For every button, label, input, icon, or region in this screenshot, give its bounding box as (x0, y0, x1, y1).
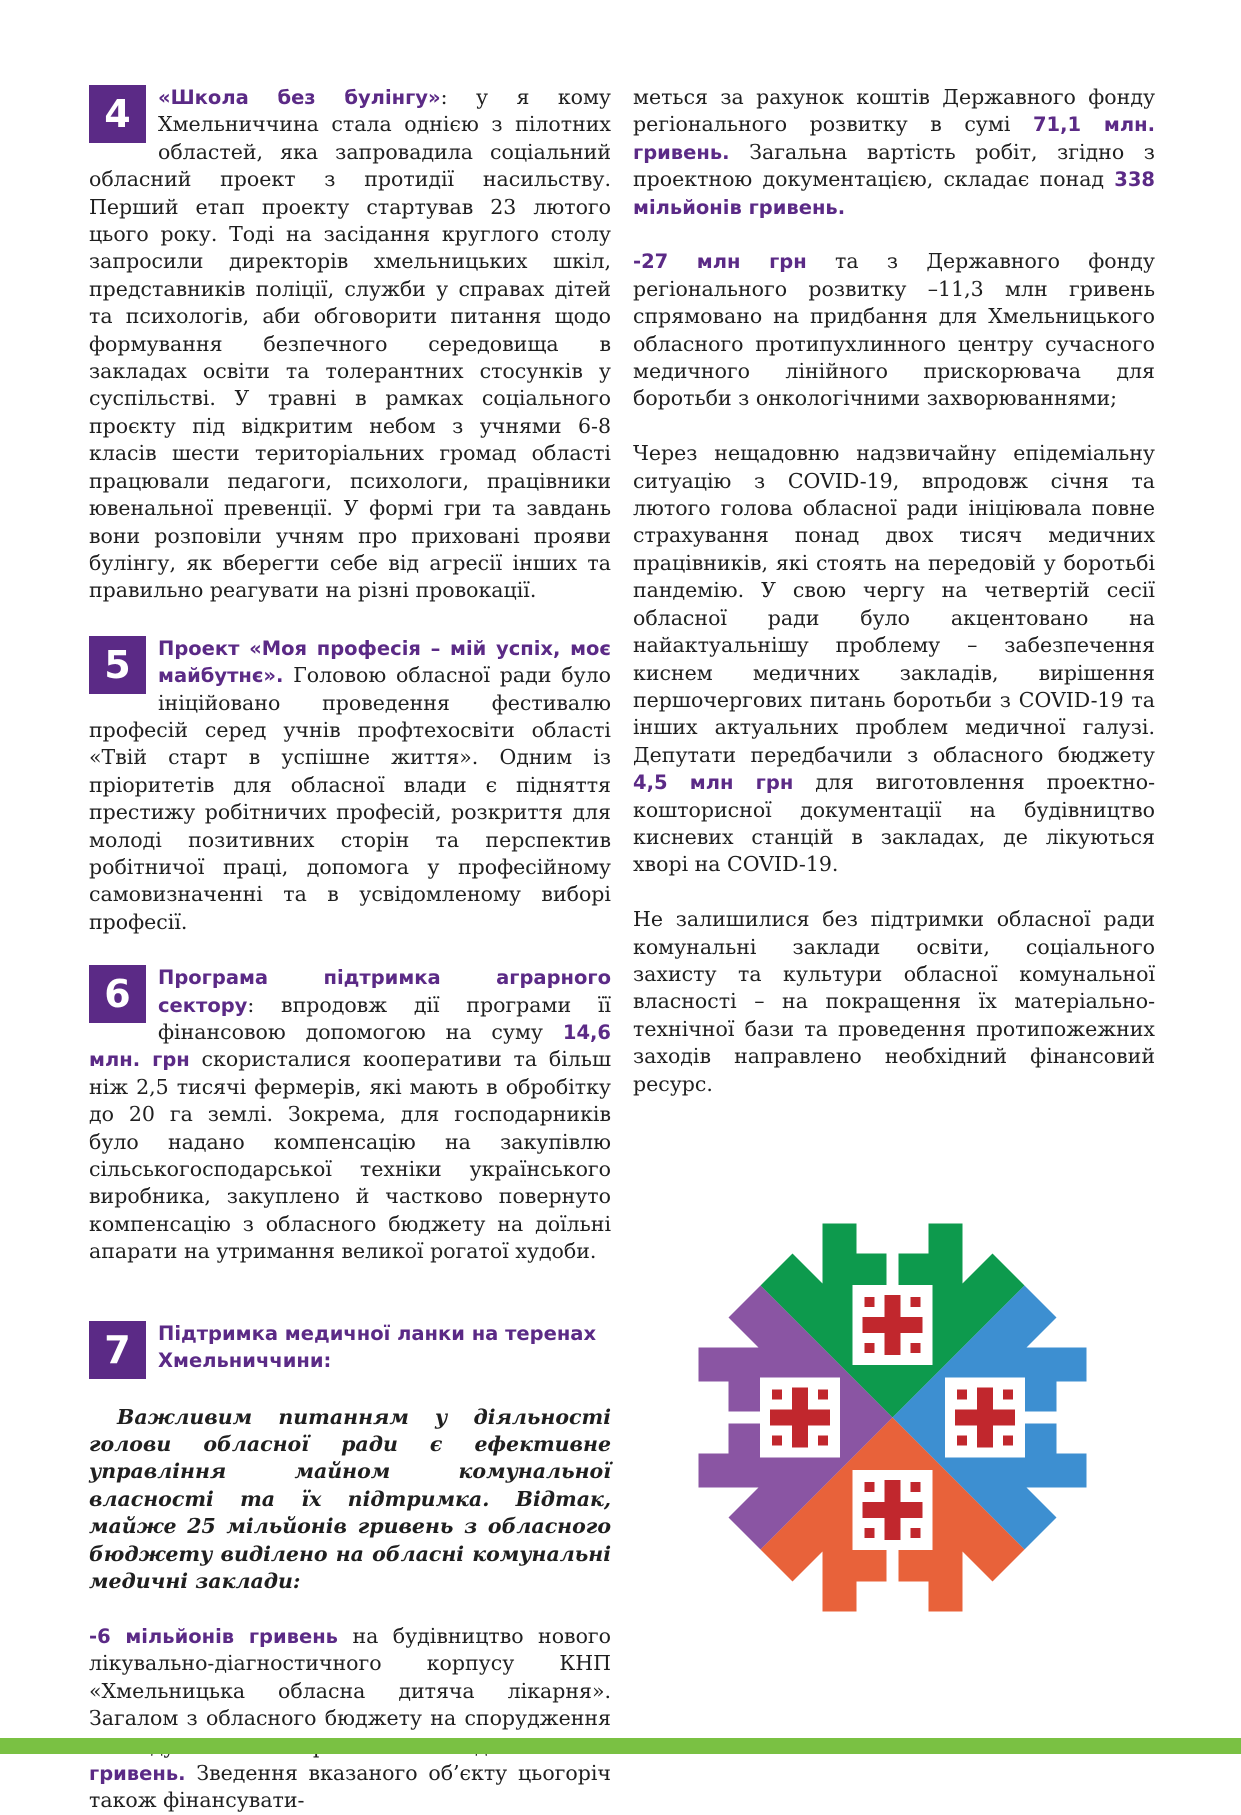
item-1-text-b: Зведення вказаного об’єкту цьогоріч також фінансувати- (89, 1760, 611, 1813)
motif-corner (957, 1436, 967, 1446)
section-7-heading (89, 1320, 611, 1374)
section-4-title: «Школа без булінгу» (158, 86, 441, 109)
section-7-lead: Важливим питанням у діяльності голови обласної ради є ефективне управління майном комунальної власності та їх підтримка. Відтак, майже 25 мільйонів гривень з обласного бюджету виділено на обласні комунальні медичні заклади: (89, 1404, 611, 1594)
covid-text-a: Через нещадовню надзвичайну епідеміальну ситуацію з COVID-19, впродовж січня та лютого голова обласної ради ініціювала повне страхування понад двох тисяч медичних працівників, які стоять на передовій у боротьбі пандемію. У свою чергу на четвертій сесії обласної ради було акцентовано на найактуальнішу проблему – забезпечення киснем медичних закладів, вирішення першочергових питань боротьби з COVID-19 та інших актуальних проблем медичної галузі. Депутати передбачили з обласного бюджету (633, 441, 1155, 767)
motif-corner (865, 1343, 875, 1353)
section-6 (89, 964, 611, 1265)
section-4-text: : у я кому Хмельниччина стала однією з пілотних областей, яка запровадила соціальний обласний проект з протидії насильству. Перший етап проекту стартував 23 лютого цього року. Тоді на засідання круглого столу запросили директорів хмельницьких шкіл, представників поліції, служби у справах дітей та психологів, аби обговорити питання щодо формування безпечного середовища в закладах освіти та толерантних стосунків у суспільстві. У травні в рамках соціального проєкту під відкритим небом з учнями 6-8 класів шести територіальних громад області працювали педагоги, психологи, працівники ювенальної превенції. У формі гри та завдань вони розповіли учням про приховані прояви булінгу, як вберегти себе від агресії інших та правильно реагувати на різні провокації. (89, 85, 611, 603)
cross-motif-top (853, 1285, 933, 1365)
footer-green-bar (0, 1738, 1241, 1754)
motif-corner (911, 1343, 921, 1353)
section-5-title: Проект «Моя професія – мій успіх, моє майбутнє». (158, 636, 611, 688)
cross-motif-left (760, 1378, 840, 1458)
continuation-paragraph (633, 84, 1155, 221)
covid-amount: 4,5 млн грн (633, 771, 794, 795)
section-5-text: Головою обласної ради було ініційовано проведення фестивалю професій серед учнів профтехосвіти області «Твій старт в успішне життя». Одним із пріоритетів для обласної влади є підняття престижу робітничих професій, розкриття для молоді позитивних сторін та перспектив робітничої праці, допомога у професійному самовизначенні та в усвідомленому виборі професії. (89, 663, 611, 934)
item-2-text: та з Державного фонду регіонального розвитку –11,3 млн гривень спрямовано на придбання для Хмельницького обласного протипухлинного центру сучасного медичного лінійного прискорювача для боротьби з онкологічними захворюваннями; (633, 249, 1155, 411)
section-6-text-a: : впродовж дії програми її фінансовою допомогою на суму (158, 992, 611, 1044)
motif-corner (957, 1390, 967, 1400)
section-6-text-b: скористалися кооперативи та більш ніж 2,5 тисячі фермерів, які мають в обробітку до 20 га землі. Зокрема, для господарників було надано компенсацію на закупівлю сільськогосподарської техніки українського виробника, закуплено й частково повернуто компенсацію з обласного бюджету на доїльні апарати на утримання великої рогатої худоби. (89, 1047, 611, 1264)
continuation-amount: 71,1 млн. гривень. (633, 113, 1155, 164)
item-1-amount: гривень. (89, 1761, 186, 1785)
motif-corner (865, 1528, 875, 1538)
motif-corner (1003, 1436, 1013, 1446)
item-2-paragraph (633, 248, 1155, 412)
motif-corner (818, 1390, 828, 1400)
right-column (633, 84, 1155, 1098)
communal-support-paragraph: Не залишилися без підтримки обласної ради комунальні заклади освіти, соціального захисту та культури обласної комунальної власності – на покращення їх матеріально-технічної бази та проведення протипожежних заходів направлено необхідний фінансовий ресурс. (633, 907, 1155, 1096)
item-1-highlight: -6 мільйонів гривень (89, 1624, 339, 1648)
section-5 (89, 635, 611, 936)
section-4 (89, 84, 611, 605)
motif-corner (772, 1390, 782, 1400)
section-6-title: Програма підтримка аграрного сектору (158, 966, 611, 1017)
motif-corner (1003, 1390, 1013, 1400)
motif-corner (911, 1528, 921, 1538)
continuation-total: 338 мільйонів гривень. (633, 168, 1155, 219)
section-4-number: 4 (89, 85, 146, 143)
motif-corner (911, 1297, 921, 1307)
motif-corner (865, 1297, 875, 1307)
section-6-number: 6 (89, 965, 146, 1023)
section-7-number: 7 (89, 1321, 146, 1379)
left-column (89, 84, 611, 1815)
motif-corner (772, 1436, 782, 1446)
section-5-number: 5 (89, 636, 146, 694)
continuation-text-b: Загальна вартість робіт, згідно з проектною документацією, складає понад (633, 139, 1155, 192)
cross-motif-bottom (853, 1470, 933, 1550)
item-2-highlight: -27 млн грн (633, 250, 807, 274)
covid-paragraph (633, 440, 1155, 879)
cross-motif-right (945, 1378, 1025, 1458)
section-7-title: Підтримка медичної ланки на теренах Хмельниччини: (158, 1321, 597, 1372)
ukrainian-ornament-logo (660, 1185, 1125, 1650)
item-1-text-a: на будівництво нового лікувально-діагностичного корпусу КНП «Хмельницька обласна дитяча лікарня». Загалом з обласного бюджету на спорудження (89, 1623, 612, 1731)
section-7-item-1 (89, 1623, 611, 1815)
continuation-text-a: меться за рахунок коштів Державного фонду регіонального розвитку в сумі (633, 85, 1155, 137)
motif-corner (818, 1436, 828, 1446)
covid-text-b: для виготовлення проектно-кошторисної документації на будівництво кисневих станцій в закладах, де лікуються хворі на COVID-19. (633, 770, 1156, 877)
motif-corner (865, 1482, 875, 1492)
section-6-amount: 14,6 млн. грн (89, 1021, 611, 1072)
motif-corner (911, 1482, 921, 1492)
